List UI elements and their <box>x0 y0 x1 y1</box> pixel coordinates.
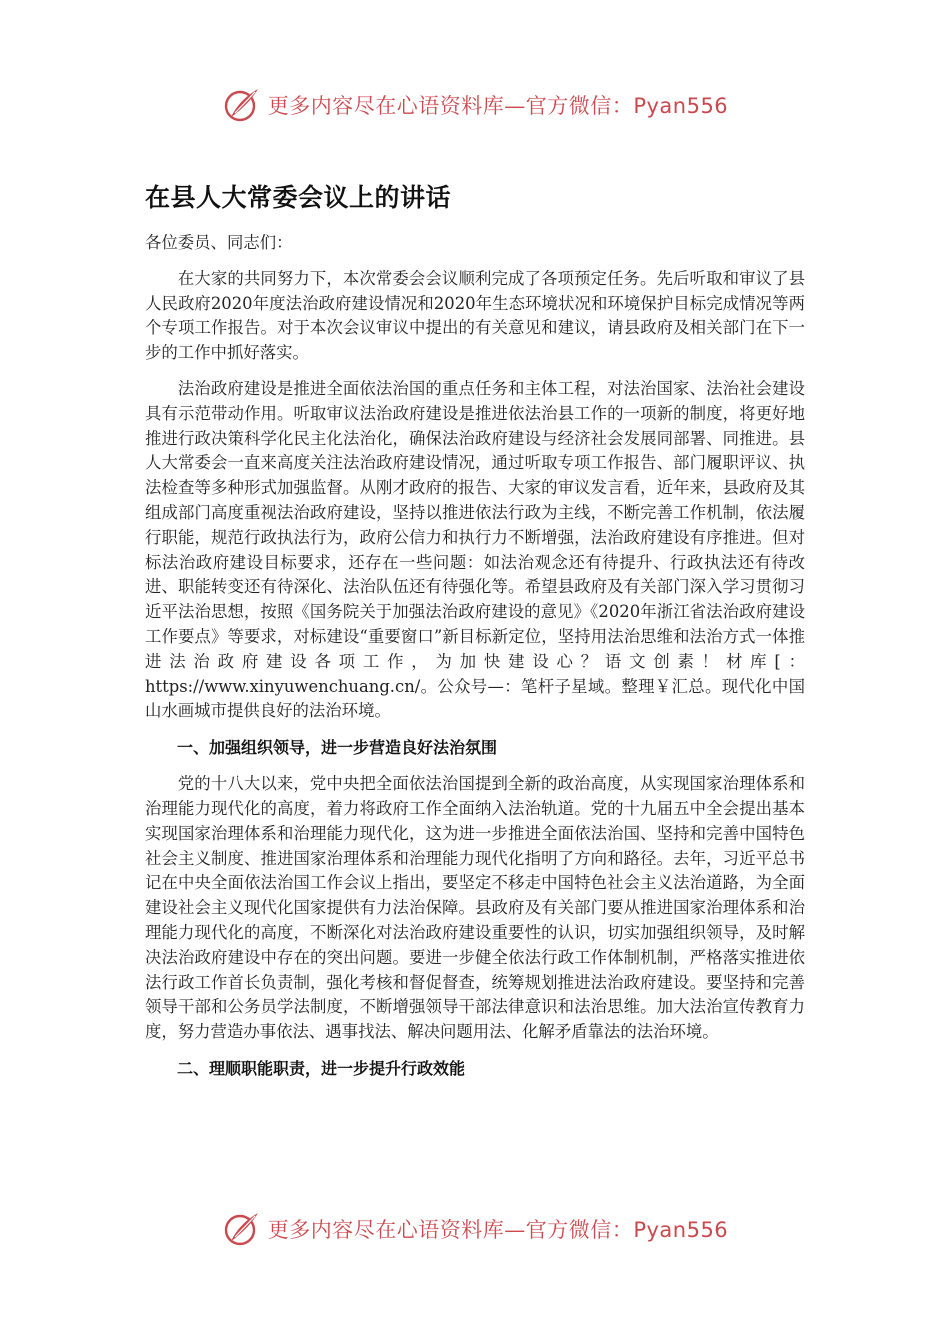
footer-banner <box>0 1206 950 1252</box>
header-banner <box>0 82 950 128</box>
banner-text: 更多内容尽在心语资料库—官方微信：Pyan556 <box>267 94 729 118</box>
section-heading-2: 二、理顺职能职责，进一步提升行政效能 <box>177 1058 466 1078</box>
banner-wechat-id: Pyan556 <box>633 1218 729 1242</box>
paragraph-1: 在大家的共同努力下，本次常委会会议顺利完成了各项预定任务。先后听取和审议了县人民政府2020年度法治政府建设情况和2020年生态环境状况和环境保护目标完成情况等两个专项工作报告。对于本次会议审议中提出的有关意见和建议，请县政府及相关部门在下一步的工作中抓好落实。 <box>145 268 805 363</box>
quill-pen-logo-icon <box>222 1209 262 1249</box>
document-body <box>145 231 805 1082</box>
paragraph-2: 法治政府建设是推进全面依法治国的重点任务和主体工程，对法治国家、法治社会建设具有示范带动作用。听取审议法治政府建设是推进依法治县工作的一项新的制度，将更好地推进行政决策科学化民主化法治化，确保法治政府建设与经济社会发展同部署、同推进。县人大常委会一直来高度关注法治政府建设情况，通过听取专项工作报告、部门履职评议、执法检查等多种形式加强监督。从刚才政府的报告、大家的审议发言看，近年来，县政府及其组成部门高度重视法治政府建设，坚持以推进依法行政为主线，不断完善工作机制，依法履行职能，规范行政执法行为，政府公信力和执行力不断增强，法治政府建设有序推进。但对标法治政府建设目标要求，还存在一些问题：如法治观念还有待提升、行政执法还有待改进、职能转变还有待深化、法治队伍还有待强化等。希望县政府及有关部门深入学习贯彻习近平法治思想，按照《国务院关于加强法治政府建设的意见》《2020年浙江省法治政府建设工作要点》等要求，对标建设“重要窗口”新目标新定位，坚持用法治思维和法治方式一体推进法治政府建设各项工作，为加快建设心？语文创素！材库[：https://www.xinyuwenchuang.cn/。公众号—：笔杆子星域。整理￥汇总。现代化中国山水画城市提供良好的法治环境。 <box>145 378 805 721</box>
salutation: 各位委员、同志们： <box>145 233 293 252</box>
banner-wechat-id: Pyan556 <box>633 94 729 118</box>
section-1-paragraph: 党的十八大以来，党中央把全面依法治国提到全新的政治高度，从实现国家治理体系和治理能力现代化的高度，着力将政府工作全面纳入法治轨道。党的十九届五中全会提出基本实现国家治理体系和治理能力现代化，这为进一步推进全面依法治国、坚持和完善中国特色社会主义制度、推进国家治理体系和治理能力现代化指明了方向和路径。去年，习近平总书记在中央全面依法治国工作会议上指出，要坚定不移走中国特色社会主义法治道路，为全面建设社会主义现代化国家提供有力法治保障。县政府及有关部门要从推进国家治理体系和治理能力现代化的高度，不断深化对法治政府建设重要性的认识，切实加强组织领导，及时解决法治政府建设中存在的突出问题。要进一步健全依法行政工作体制机制，严格落实推进依法行政工作首长负责制，强化考核和督促督查，统筹规划推进法治政府建设。要坚持和完善领导干部和公务员学法制度，不断增强领导干部法律意识和法治思维。加大法治宣传教育力度，努力营造办事依法、遇事找法、解决问题用法、化解矛盾靠法的法治环境。 <box>145 774 805 1042</box>
banner-text: 更多内容尽在心语资料库—官方微信：Pyan556 <box>267 1218 729 1242</box>
document-title: 在县人大常委会议上的讲话 <box>145 183 452 212</box>
section-heading-1: 一、加强组织领导，进一步营造良好法治氛围 <box>177 738 498 758</box>
quill-pen-logo-icon <box>222 85 262 125</box>
